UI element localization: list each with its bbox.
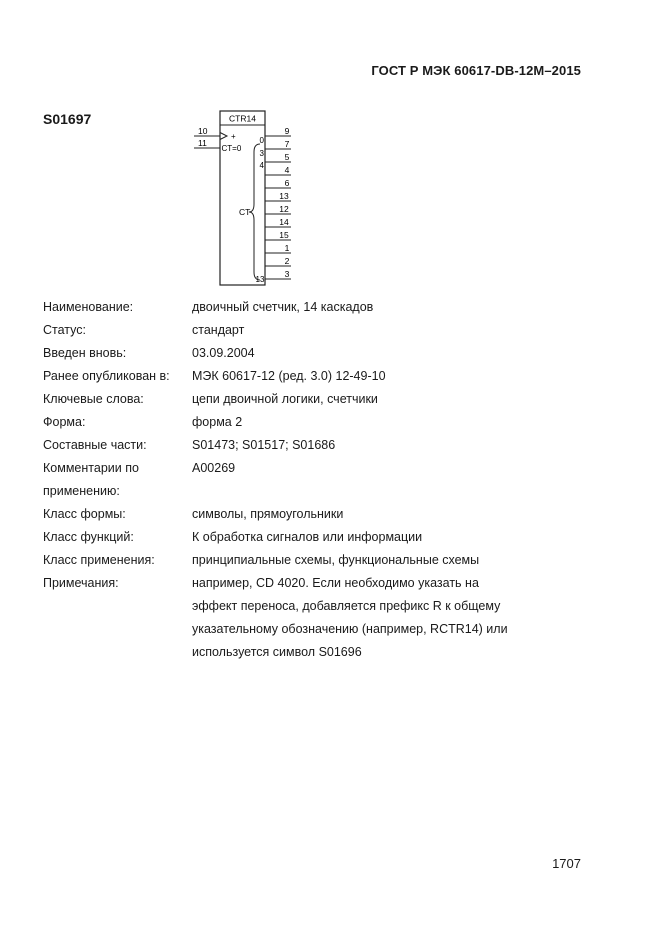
inner-label-4: 4 xyxy=(259,161,264,170)
inner-label-3: 3 xyxy=(259,149,264,158)
property-label: применению: xyxy=(43,484,120,498)
property-value: МЭК 60617-12 (ред. 3.0) 12-49-10 xyxy=(192,369,386,383)
ct-brace xyxy=(249,144,260,280)
output-pin: 13 xyxy=(279,191,289,201)
property-value: 03.09.2004 xyxy=(192,346,255,360)
property-label: Наименование: xyxy=(43,300,134,314)
output-pin: 3 xyxy=(284,269,290,279)
inner-label-0: 0 xyxy=(259,136,264,145)
property-value: символы, прямоугольники xyxy=(192,507,344,521)
output-pin: 2 xyxy=(284,256,290,266)
input-pin-11: 11 xyxy=(198,138,207,148)
output-pin: 4 xyxy=(284,165,290,175)
ct-group-label: CT xyxy=(239,207,251,217)
properties-table xyxy=(43,296,563,664)
property-value: A00269 xyxy=(192,461,236,475)
input-pin-10: 10 xyxy=(198,126,208,136)
symbol-box xyxy=(220,111,265,285)
property-value: цепи двоичной логики, счетчики xyxy=(192,392,378,406)
output-pin: 1 xyxy=(284,243,290,253)
notes-text xyxy=(192,572,563,664)
property-row xyxy=(43,296,563,319)
property-value: форма 2 xyxy=(192,415,243,429)
symbol-code: S01697 xyxy=(43,111,92,127)
output-pin: 7 xyxy=(284,139,290,149)
property-label: Статус: xyxy=(43,323,86,337)
input-label-reset: CT=0 xyxy=(221,144,242,153)
property-label: Составные части: xyxy=(43,438,147,452)
property-label: Форма: xyxy=(43,415,86,429)
output-pin: 9 xyxy=(284,126,290,136)
inner-label-13: 13 xyxy=(255,275,265,284)
property-row xyxy=(43,388,563,411)
property-value: стандарт xyxy=(192,323,245,337)
dynamic-input-indicator xyxy=(220,133,227,140)
output-pin: 12 xyxy=(279,204,289,214)
property-value xyxy=(192,480,563,503)
counter-symbol-diagram xyxy=(190,108,300,290)
property-row xyxy=(43,457,563,480)
property-row xyxy=(43,480,563,503)
property-label: Ранее опубликован в: xyxy=(43,369,170,383)
property-label: Введен вновь: xyxy=(43,346,127,360)
notes-label: Примечания: xyxy=(43,576,119,590)
property-row xyxy=(43,365,563,388)
property-label: Комментарии по xyxy=(43,461,139,475)
property-value: двоичный счетчик, 14 каскадов xyxy=(192,300,374,314)
page-number: 1707 xyxy=(552,856,581,871)
property-row xyxy=(43,503,563,526)
property-row xyxy=(43,549,563,572)
property-row xyxy=(43,319,563,342)
property-value: принципиальные схемы, функциональные схемы xyxy=(192,553,480,567)
property-row xyxy=(43,526,563,549)
output-pin: 6 xyxy=(284,178,290,188)
property-value: К обработка сигналов или информации xyxy=(192,530,423,544)
output-pin: 15 xyxy=(279,230,289,240)
qualifier-label: CTR14 xyxy=(229,113,256,124)
property-label: Класс применения: xyxy=(43,553,155,567)
property-row xyxy=(43,411,563,434)
input-label-plus: + xyxy=(231,132,236,141)
property-label: Ключевые слова: xyxy=(43,392,144,406)
standard-header: ГОСТ Р МЭК 60617-DB-12M–2015 xyxy=(371,63,581,78)
property-value: S01473; S01517; S01686 xyxy=(192,438,336,452)
notes-row xyxy=(43,572,563,664)
property-row xyxy=(43,342,563,365)
output-pin: 14 xyxy=(279,217,289,227)
notes-line: указательному обозначению (например, RCTR14) или xyxy=(192,622,508,636)
property-label: Класс формы: xyxy=(43,507,126,521)
property-label: Класс функций: xyxy=(43,530,134,544)
property-row xyxy=(43,434,563,457)
notes-line: используется символ S01696 xyxy=(192,645,362,659)
notes-line: эффект переноса, добавляется префикс R к общему xyxy=(192,599,501,613)
output-pin: 5 xyxy=(284,152,290,162)
notes-line: например, CD 4020. Если необходимо указать на xyxy=(192,576,479,590)
